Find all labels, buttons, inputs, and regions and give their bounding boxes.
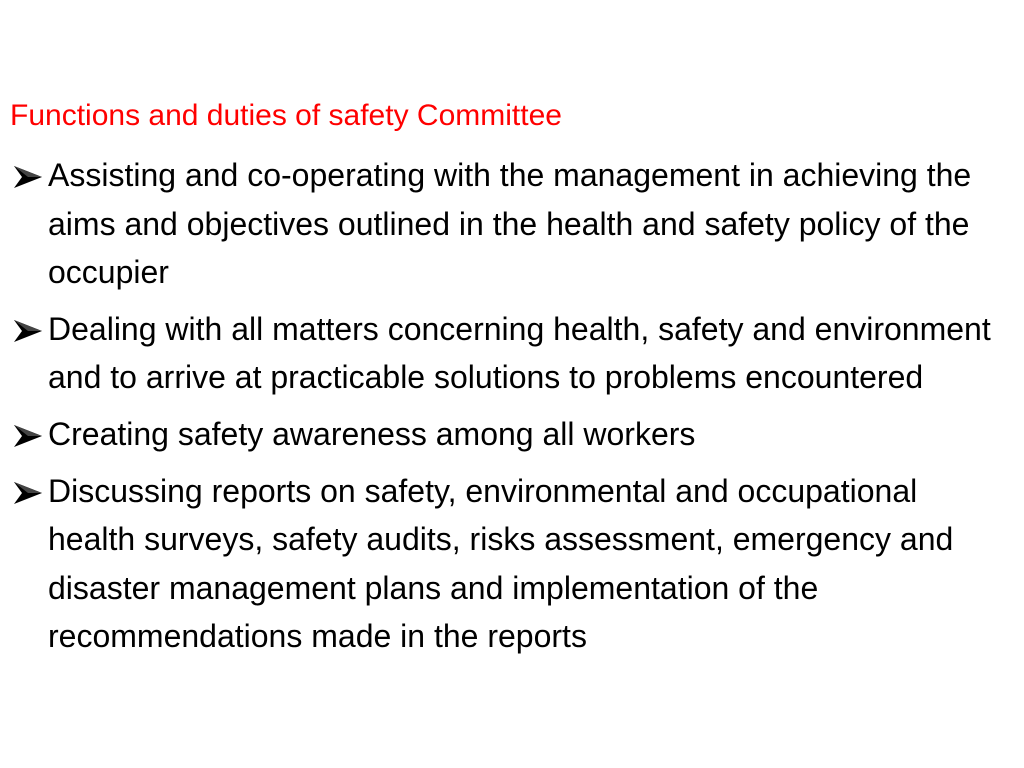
bullet-item xyxy=(10,410,1010,459)
bullet-text: Assisting and co-operating with the management in achieving the aims and objectives outlined in the health and safety policy of the occupier xyxy=(48,157,972,291)
bullet-text: Discussing reports on safety, environmental and occupational health surveys, safety audits, risks assessment, emergency and disaster management plans and implementation of the recommendations made in the reports xyxy=(48,472,954,655)
bullet-item xyxy=(10,467,1010,661)
arrowhead-bullet-icon xyxy=(14,482,42,504)
bullet-text: Dealing with all matters concerning health, safety and environment and to arrive at practicable solutions to problems encountered xyxy=(48,310,991,396)
bullet-text: Creating safety awareness among all workers xyxy=(48,415,696,452)
bullet-item xyxy=(10,151,1010,297)
bullet-item xyxy=(10,305,1010,402)
arrowhead-bullet-icon xyxy=(14,320,42,342)
bullet-list xyxy=(10,151,1010,669)
arrowhead-bullet-icon xyxy=(14,425,42,447)
arrowhead-bullet-icon xyxy=(14,166,42,188)
slide-title: Functions and duties of safety Committee xyxy=(10,99,562,132)
